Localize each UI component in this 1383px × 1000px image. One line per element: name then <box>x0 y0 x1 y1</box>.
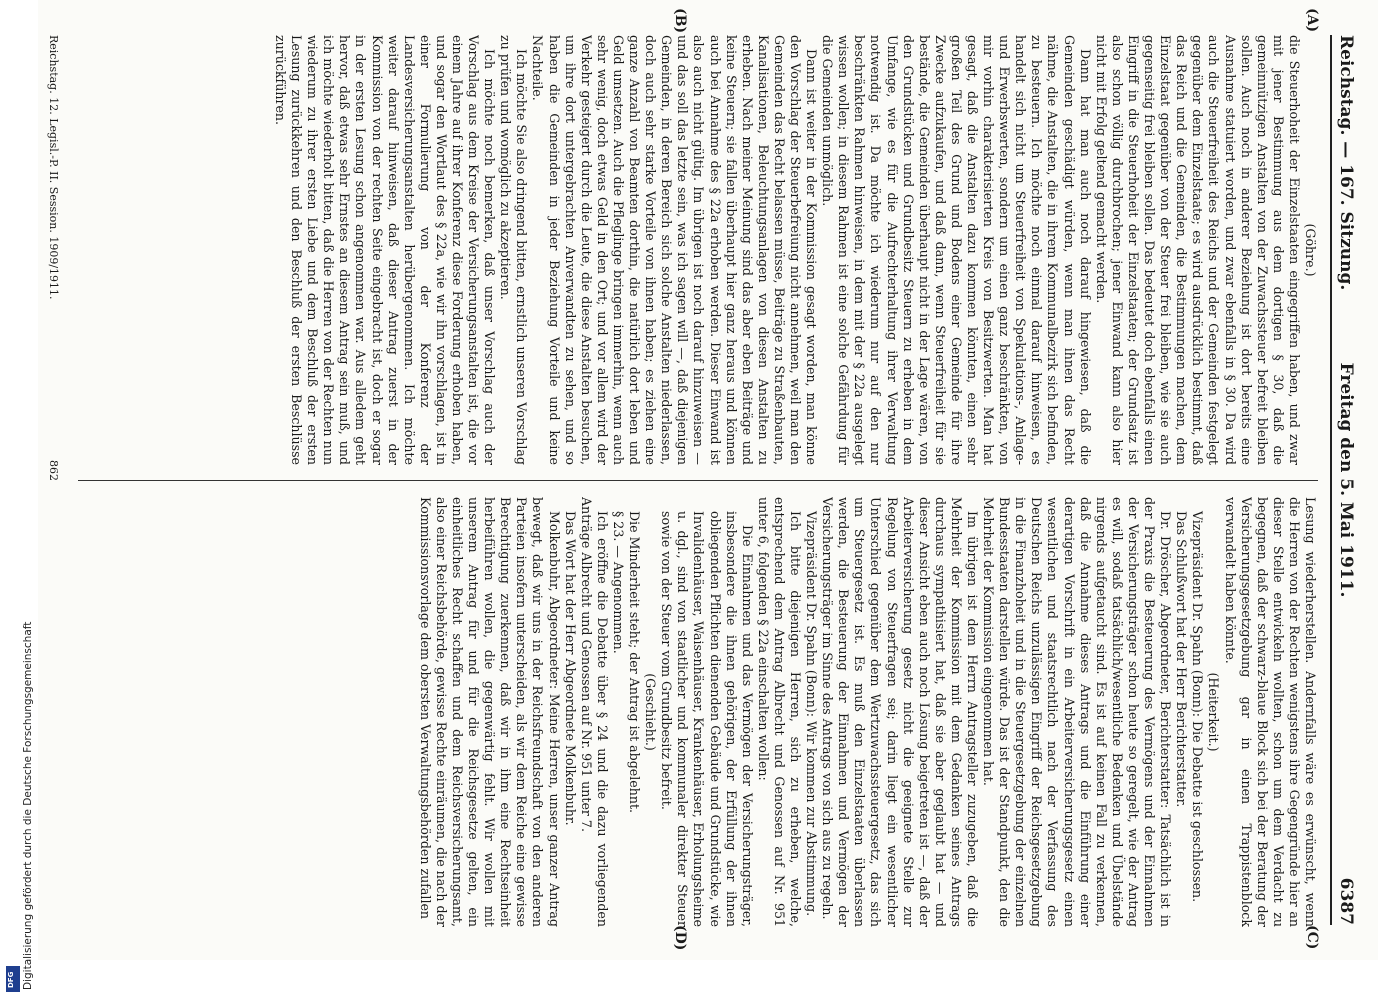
page-footer: Reichstag. 12. Legisl.-P. II. Session. 1909/1911. <box>47 35 60 300</box>
paragraph: Ich eröffne die Debatte über § 24 und die dazu vorliegenden Anträge Albrecht und Genossen auf Nr. 951 unter 7. <box>578 497 610 927</box>
page-header <box>1330 35 1360 925</box>
margin-marker-c: (C) <box>1304 925 1320 950</box>
paragraph: Dr. Dröscher, Abgeordneter, Berichterstatter: Tatsächlich ist in der Praxis die Besteuerung des Vermögens und der Einnahmen der Versicherungsträger schon heute so geregelt, wie der Antrag es will, sodaß tatsächlich/wesentliche Bedenken und Übelstände nirgends aufgetaucht sind. Es ist auf keinen Fall zu verkennen, daß die Annahme dieses Antrags und die Einführung einer derartigen Vorschrift in ein Arbeiterversicherungsgesetz einen wesentlichen und staatsrechtlich nach der Verfassung des Deutschen Reichs unzulässigen Eingriff der Reichsgesetzgebung in die Finanzhoheit und in die Steuergesetzgebung der einzelnen Bundesstaaten darstellen würde. Das ist der Standpunkt, den die Mehrheit der Kommission eingenommen hat. <box>981 497 1174 927</box>
margin-marker-b: (B) <box>672 8 688 34</box>
footer-page-number: 862 <box>47 460 60 481</box>
paragraph: Ich möchte noch bemerken, daß unser Vorschlag auch der Vorschlag aus dem Kreise der Versicherungsanstalten ist, die vor einem Jahre auf ihrer Konferenz diese Forderung erhoben haben, und sogar den Wortlaut des § 22a, wie wir ihn vorschlagen, ist in einer Formulierung von der Konferenz der Landesversicherungsanstalten herübergenommen. Ich möchte weiter darauf hinweisen, daß dieser Antrag zuerst in der Kommission von der rechten Seite eingebracht ist, doch er sogar in der ersten Lesung schon angenommen war. Aus alledem geht hervor, daß etwas sehr Ernstes an diesem Antrag sein muß, und ich möchte wiederholt bitten, daß die Herren von der Rechten nun wiederum zu ihrer ersten Liebe und dem Beschluß der ersten Lesung zurückkehren und den Beschluß der ersten Beschlüsse zurückführen. <box>273 35 498 465</box>
paragraph: Im übrigen ist dem Herrn Antragsteller zuzugeben, daß die Mehrheit der Kommission mit dem Gedanken seines Antrags durchaus sympathisiert hat, daß sie aber geglaubt hat — und dieser Ansicht eben auch noch Lösung beigetreten ist —, daß der Arbeiterversicherung gesetz nicht die geeignete Stelle zur Regelung von Steuerfragen sei; darin liegt ein wesentlicher Unterschied gegenüber dem Wertzuwachssteuergesetz, das sich um Steuergesetz ist. Es muß den Einzelstaaten überlassen werden, die Besteuerung der Einnahmen und Vermögen der Versicherungsträger im Sinne des Antrags von sich aus zu regeln. <box>820 497 981 927</box>
paragraph: Vizepräsident Dr. Spahn (Bonn): Die Debatte ist geschlossen. <box>1190 511 1206 903</box>
digitization-credit-strip <box>2 0 34 1000</box>
header-date: Freitag den 5. Mai 1911. <box>1336 362 1356 598</box>
speaker-note: (Göhre.) <box>1303 223 1318 277</box>
paragraph: Ich bitte diejenigen Herren, sich zu erheben, welche, entsprechend dem Antrag Albrecht und Genossen auf Nr. 951 unter 6, folgenden § 22a einschalten wollen: <box>755 497 803 927</box>
paragraph: die Steuerhoheit der Einzelstaaten eingegriffen haben, und zwar mit jener Bestimmung aus dem dortigen § 30, daß die gemeinnützigen Anstalten von der Zuwachssteuer befreit bleiben sollen. Auch noch in anderer Beziehung ist dort bereits eine Ausnahme statuiert worden, und zwar ebenfalls in § 30. Da wird auch die Steuerfreiheit des Reichs und der Gemeinden festgelegt gegenüber dem Einzelstaate; es wird ausdrücklich bestimmt, daß das Reich und die Gemeinden, die Bestimmungen machen, dem Einzelstaat gegenüber von der Steuer frei bleiben, wie sie auch gegenseitig frei bleiben sollen. Das bedeutet doch ebenfalls einen Eingriff in die Steuerhoheit der Einzelstaaten; der Grundsatz ist also schon völlig durchbrochen; jener Einwand kann also hier nicht mit Erfolg geltend gemacht werden. <box>1093 35 1302 465</box>
paragraph: § 23. — Angenommen. <box>610 511 626 654</box>
right-column <box>68 497 1318 927</box>
paragraph: Ich möchte Sie also dringend bitten, ernstlich unseren Vorschlag zu prüfen und womöglich zu akzeptieren. <box>498 35 530 465</box>
dfg-logo: DFG <box>6 966 20 992</box>
scanned-page <box>38 0 1378 960</box>
paragraph: Das Schlußwort hat der Herr Berichterstatter. <box>1174 511 1190 808</box>
digitization-credit-text: Digitalisierung gefördert durch die Deutsche Forschungsgemeinschaft <box>22 621 34 990</box>
paragraph: Lesung wiederherstellen. Andernfalls wäre es erwünscht, wenn die Herren von der Rechten wenigstens ihre Gegengründe hier an dieser Stelle entwickeln wollten, schon um dem Verdacht zu begegnen, daß der schwarz-blaue Block sich bei der Beratung der Versicherungsgesetzgebung gar in einen Trappistenblock verwandelt haben könnte. <box>1222 497 1318 927</box>
margin-marker-a: (A) <box>1304 8 1320 33</box>
quoted-motion: Die Einnahmen und das Vermögen der Versicherungsträger, insbesondere die ihnen gehörigen, der Erfüllung der ihnen obliegenden Pflichten dienenden Gebäude und Grundstücke, wie Invalidenhäuser, Waisenhäuser, Krankenhäuser, Erholungsheime u. dgl., sind von staatlicher und kommunaler direkter Steuer sowie von der Steuer vom Grundbesitz befreit. <box>659 511 755 927</box>
paragraph: Vizepräsident Dr. Spahn (Bonn): Wir kommen zur Abstimmung. <box>804 511 820 917</box>
reaction-note: (Heiterkeit.) <box>1206 672 1222 752</box>
paragraph: Das Wort hat der Herr Abgeordnete Molkenbuhr. <box>562 511 578 826</box>
header-left: Reichstag. — 167. Sitzung. <box>1336 35 1356 291</box>
rotated-page-content <box>38 0 1378 960</box>
paragraph: Dann hat man auch noch darauf hingewiesen, daß die Gemeinden geschädigt würden, wenn man ihnen das Recht nähme, die Anstalten, die in ihrem Kommunalbezirk sich befinden, zu besteuern. Ich möchte noch einmal darauf hinweisen, es handelt sich nicht um Steuerfreiheit von Spekulations-, Anlage- und Erwerbswerten, sondern um einen ganz beschränkten, von mir vorhin charakterisierten Kreis von Besitzwerten. Man hat gesagt, daß die Anstalten dazu kommen könnten, einen sehr großen Teil des Grund und Bodens einer Gemeinde für ihre Zwecke aufzukaufen, und daß dann, wenn Steuerfreiheit für sie bestände, die Gemeinden überhaupt nicht in der Lage wären, von den Grundstücken und Grundbesitz Steuern zu erheben in dem Umfange, wie es für die Aufrechterhaltung ihrer Verwaltung notwendig ist. Da möchte ich wiederum nur auf den nur beschränkten Rahmen hinweisen, in dem mit der § 22a ausgelegt wissen wollen; in diesem Rahmen ist eine solche Gefährdung für die Gemeinden unmöglich. <box>820 35 1093 465</box>
left-column <box>68 35 1318 465</box>
reaction-note: (Geschieht.) <box>643 673 659 751</box>
column-divider <box>78 480 1318 481</box>
paragraph: Dann ist weiter in der Kommission gesagt worden, man könne den Vorschlag der Steuerbefreiung nicht annehmen, weil man den Gemeinden das Recht belassen müsse, Beiträge zu Straßenbauten, Kanalisationen, Beleuchtungsanlagen von diesen Anstalten zu erheben. Nach meiner Meinung sind das aber eben Beiträge und keine Steuern; sie fallen überhaupt hier ganz heraus und können auch bei Annahme des § 22a erhoben werden. Dieser Einwand ist also auch nicht gültig. Im übrigen ist noch darauf hinzuweisen — und das soll das letzte sein, was ich sagen will —, daß diejenigen Gemeinden, in deren Bereich sich solche Anstalten niederlassen, doch auch sehr starke Vorteile von ihnen haben; es ziehen eine ganze Anzahl von Beamten dorthin, die natürlich dort leben und Geld umsetzen. Auch die Pfleglinge bringen immerhin, wenn auch sehr wenig, doch etwas Geld in den Ort; und vor allem wird der Verkehr gesteigert durch die Leute, die diese Anstalten besuchen, um ihre dort untergebrachten Anverwandten zu sehen, und so haben die Gemeinden in jeder Beziehung Vorteile und keine Nachteile. <box>530 35 820 465</box>
paragraph: Molkenbuhr, Abgeordneter: Meine Herren, unser ganzer Antrag bewegt, daß wir uns in der Reichsfreundschaft von den anderen Parteien insofern unterscheiden, als wir dem Reiche eine gewisse Berechtigung zuerkennen, daß wir in ihm eine Rechtseinheit herbeiführen wollen, die gegenwärtig fehlt. Wir wollen mit unserem Antrag für und für die Reichsgesetze gelten, ein einheitliches Recht schaffen und dem Reichsversicherungsamt, also einer Reichsbehörde, gewisse Rechte einräumen, die nach der Kommissionsvorlage dem obersten Verwaltungsbehörden zufallen <box>417 497 562 927</box>
header-page-number: 6387 <box>1336 877 1356 925</box>
paragraph: Die Minderheit steht; der Antrag ist abgelehnt. <box>627 511 643 814</box>
margin-marker-d: (D) <box>672 925 688 951</box>
